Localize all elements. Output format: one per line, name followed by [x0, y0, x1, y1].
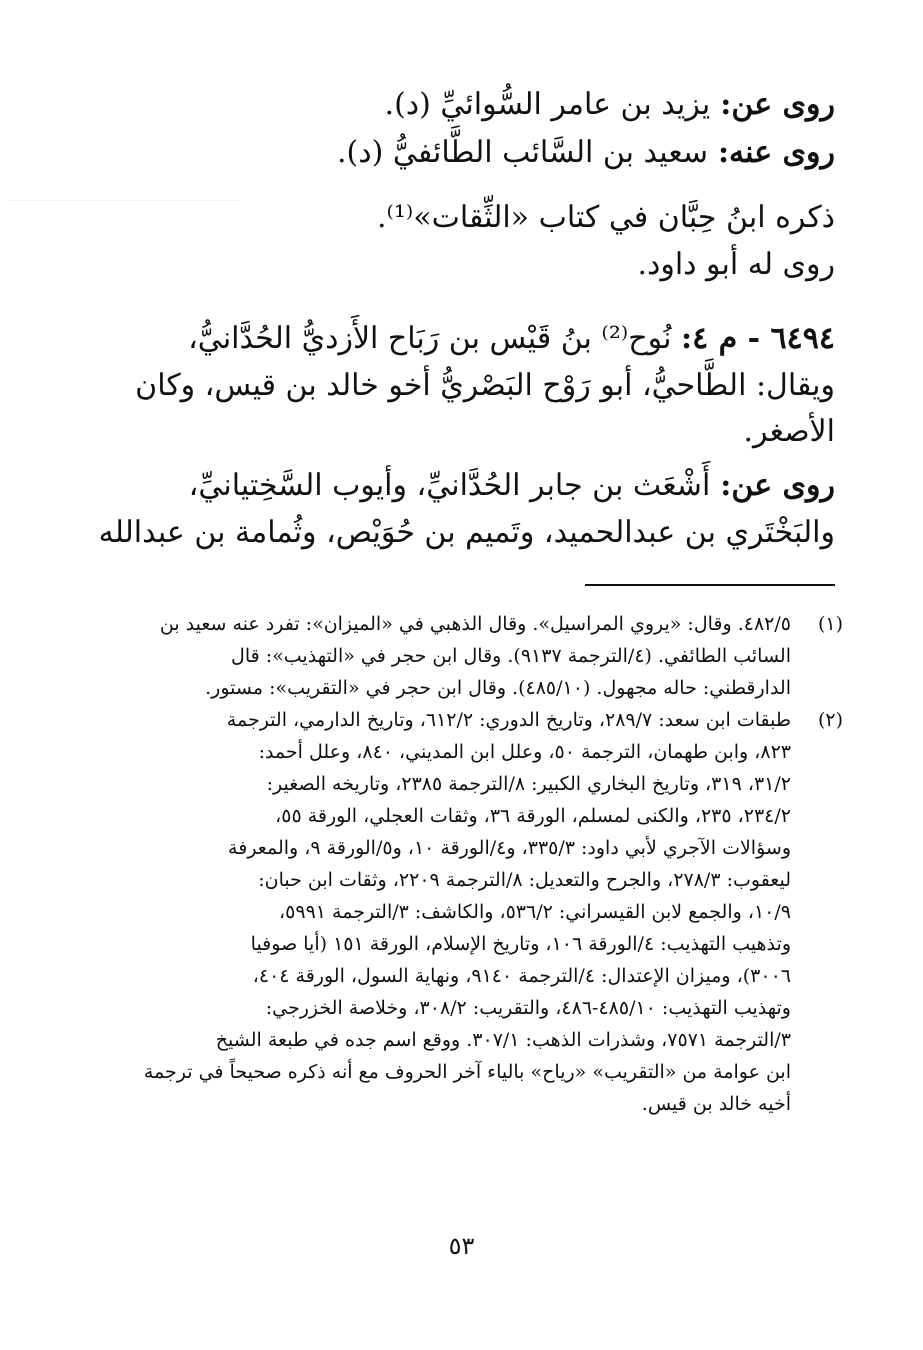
biography-entry: [135, 316, 835, 456]
footnote-line: طبقات ابن سعد: ٢٨٩/٧، وتاريخ الدوري: ٦١٢/٢، وتاريخ الدارمي، الترجمة: [226, 709, 791, 731]
narrated-by-paragraph: [135, 130, 835, 177]
teachers-paragraph: [98, 463, 835, 556]
footnote-marker: (٢): [817, 709, 843, 731]
footnote-line: وتهذيب التهذيب: ٤٨٥/١٠-٤٨٦، والتقريب: ٣٠٨/٢، وخلاصة الخزرجي:: [265, 997, 791, 1019]
footnote-line: أخيه خالد بن قيس.: [641, 1093, 791, 1115]
mention-line-2: روى له أبو داود.: [637, 246, 835, 282]
footnote-1: [83, 608, 843, 704]
footnote-2: [83, 704, 843, 1120]
footnote-line: ليعقوب: ٢٧٨/٣، والجرح والتعديل: ٨/الترجمة ٢٢٠٩، وثقات ابن حبان:: [258, 869, 791, 891]
page-number: ٥٣: [448, 1232, 475, 1260]
teachers-label: روى عن:: [720, 468, 835, 503]
narrated-from-text: يزيد بن عامر السُّوائيِّ (د).: [384, 87, 711, 122]
narrated-by-text: سعيد بن السَّائب الطَّائفيُّ (د).: [336, 135, 708, 170]
teachers-line-1: [135, 463, 835, 510]
footnote-line: ١٠/٩، والجمع لابن القيسراني: ٥٣٦/٢، والكاشف: ٣/الترجمة ٥٩٩١،: [279, 901, 791, 923]
footnote-line: الدارقطني: حاله مجهول. (٤٨٥/١٠). وقال ابن حجر في «التقريب»: مستور.: [205, 677, 791, 699]
footnote-line: ابن عوامة من «التقريب» «رياح» بالياء آخر الحروف مع أنه ذكره صحيحاً في ترجمة: [143, 1061, 791, 1083]
teachers-line-2: والبَخْتَري بن عبدالحميد، وتَميم بن حُوَيْص، وثُمامة بن عبدالله: [98, 514, 835, 550]
mention-paragraph: [135, 195, 835, 288]
entry-heading-text: نُوح⁽²⁾ بنُ قَيْس بن رَبَاح الأَزديُّ الحُدَّانيُّ،: [188, 321, 672, 356]
narrated-from-line: [135, 82, 835, 129]
narrated-from-label: روى عن:: [720, 87, 835, 122]
narrated-by-label: روى عنه:: [717, 135, 835, 170]
footnote-line: ٢٣٤/٢، ٢٣٥، والكنى لمسلم، الورقة ٣٦، وثقات العجلي، الورقة ٥٥،: [275, 805, 791, 827]
entry-line-1: [135, 316, 835, 363]
footnote-marker: (١): [817, 613, 843, 635]
narrated-by-line: [135, 130, 835, 177]
footnote-line: وتذهيب التهذيب: ٤/الورقة ١٠٦، وتاريخ الإسلام، الورقة ١٥١ (أيا صوفيا: [250, 933, 791, 955]
teachers-text: أَشْعَث بن جابر الحُدَّانيِّ، وأيوب السَّخِتيانيِّ،: [188, 468, 711, 503]
footnote-separator: [585, 584, 835, 586]
footnotes: [83, 608, 843, 1120]
footnote-line: السائب الطائفي. (٤/الترجمة ٩١٣٧). وقال ابن حجر في «التهذيب»: قال: [231, 645, 791, 667]
footnote-line: ٣/الترجمة ٧٥٧١، وشذرات الذهب: ٣٠٧/١. ووقع اسم جده في طبعة الشيخ: [215, 1029, 791, 1051]
footnote-line: ٨٢٣، وابن طهمان، الترجمة ٥٠، وعلل ابن المديني، ٨٤٠، وعلل أحمد:: [258, 741, 791, 763]
footnote-line: ٤٨٢/٥. وقال: «يروي المراسيل». وقال الذهبي في «الميزان»: تفرد عنه سعيد بن: [159, 613, 791, 635]
entry-number: ٦٤٩٤ - م ٤:: [680, 321, 835, 356]
mention-line-1: ذكره ابنُ حِبَّان في كتاب «الثِّقات»⁽¹⁾.: [376, 200, 835, 235]
narrated-from-paragraph: [135, 82, 835, 129]
footnote-line: ٣١/٢، ٣١٩، وتاريخ البخاري الكبير: ٨/الترجمة ٢٣٨٥، وتاريخه الصغير:: [266, 773, 791, 795]
entry-line-3: الأصغر.: [743, 414, 835, 449]
footnote-line: وسؤالات الآجري لأبي داود: ٣٣٥/٣، و٤/الورقة ١٠، و٥/الورقة ٩، والمعرفة: [228, 837, 791, 859]
entry-line-2: ويقال: الطَّاحيُّ، أبو رَوْح البَصْريُّ أخو خالد بن قيس، وكان: [135, 367, 835, 403]
footnote-line: ٣٠٠٦)، وميزان الإعتدال: ٤/الترجمة ٩١٤٠، ونهاية السول، الورقة ٤٠٤،: [252, 965, 791, 987]
